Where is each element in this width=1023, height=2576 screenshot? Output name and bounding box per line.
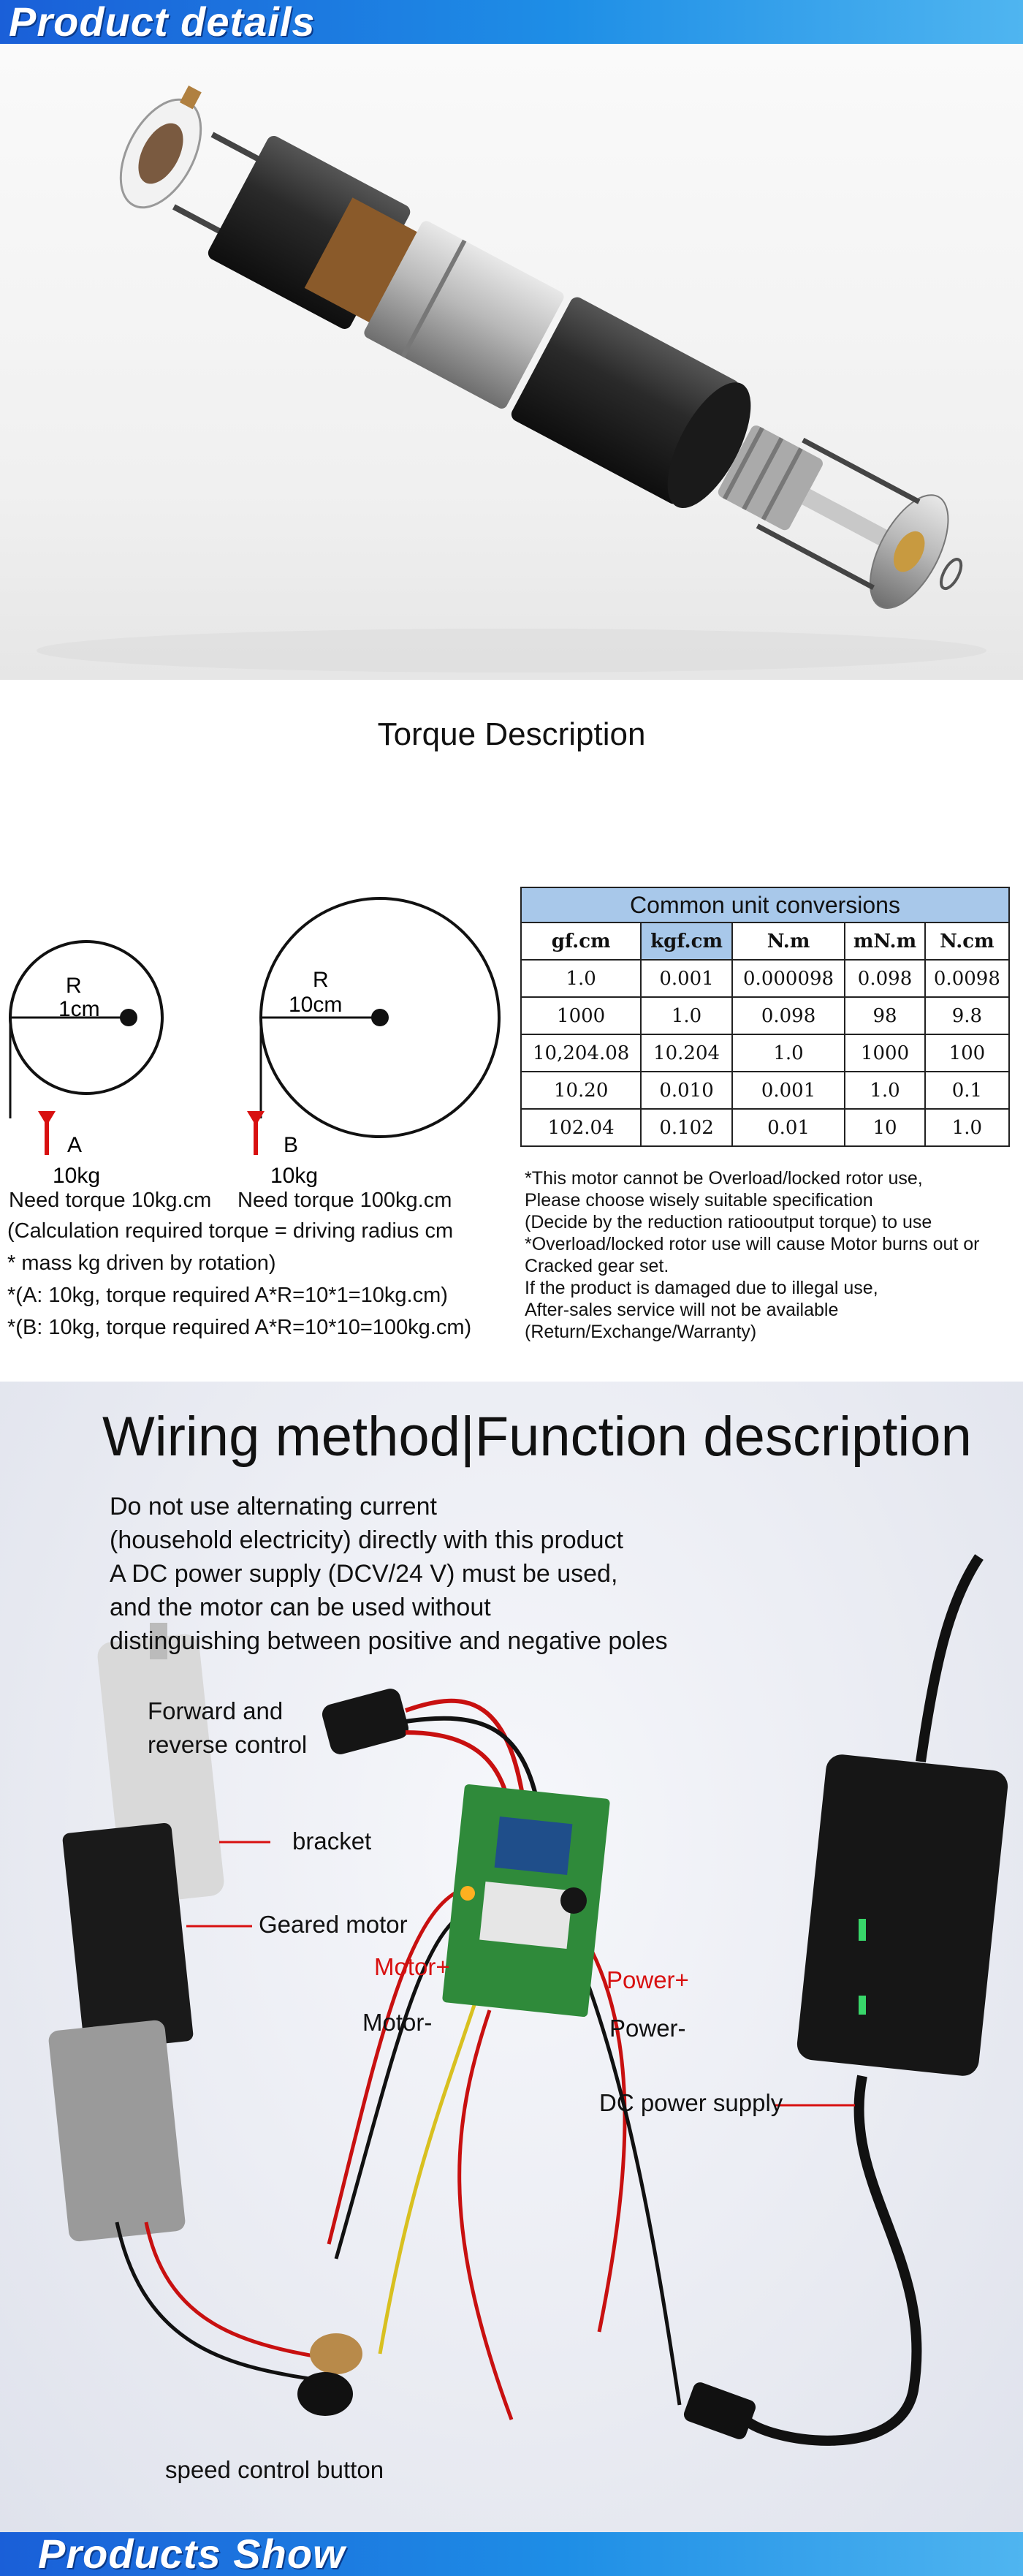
table-cell: 1.0 <box>521 960 641 997</box>
warning-line-4: *Overload/locked rotor use will cause Motor burns out or <box>525 1234 980 1254</box>
callout-motor-plus: Motor+ <box>374 1953 450 1980</box>
col-header: gf.cm <box>521 923 641 960</box>
need-torque-a: Need torque 10kg.cm <box>9 1189 212 1212</box>
callout-power-minus: Power- <box>609 2015 686 2042</box>
callout-bracket: bracket <box>292 1827 372 1855</box>
torque-diagram <box>0 884 512 1192</box>
circle-b-radius: 10cm <box>289 993 343 1017</box>
table-caption: Common unit conversions <box>521 887 1009 923</box>
product-details-banner <box>0 0 1023 44</box>
torque-circles-svg <box>0 884 512 1192</box>
intro-line-5: distinguishing between positive and negative poles <box>110 1627 668 1655</box>
intro-line-2: (household electricity) directly with this product <box>110 1526 623 1554</box>
need-torque-b: Need torque 100kg.cm <box>237 1189 452 1212</box>
col-header: kgf.cm <box>641 923 732 960</box>
table-cell: 102.04 <box>521 1109 641 1146</box>
table-cell: 0.001 <box>732 1072 845 1109</box>
table-cell: 10,204.08 <box>521 1034 641 1072</box>
table-cell: 100 <box>925 1034 1009 1072</box>
col-header: N.cm <box>925 923 1009 960</box>
table-cell: 1.0 <box>845 1072 924 1109</box>
warning-line-6: If the product is damaged due to illegal use, <box>525 1278 878 1298</box>
dc-power-adapter <box>682 1557 1009 2441</box>
callout-motor-minus: Motor- <box>362 2009 433 2036</box>
warning-line-2: Please choose wisely suitable specification <box>525 1190 873 1211</box>
warning-line-7: After-sales service will not be available <box>525 1300 839 1320</box>
col-header: N.m <box>732 923 845 960</box>
speed-control-board <box>442 1784 610 2017</box>
circle-a-radius: 1cm <box>58 997 100 1021</box>
table-cell: 1.0 <box>732 1034 845 1072</box>
table-cell: 10 <box>845 1109 924 1146</box>
table-cell: 0.098 <box>845 960 924 997</box>
banner-title: Products Show <box>38 2532 346 2576</box>
torque-note-2: * mass kg driven by rotation) <box>7 1251 276 1275</box>
table-cell: 1.0 <box>925 1109 1009 1146</box>
table-cell: 1000 <box>521 997 641 1034</box>
table-cell: 0.000098 <box>732 960 845 997</box>
table-row <box>521 997 1009 1034</box>
callout-dc-supply: DC power supply <box>599 2089 783 2116</box>
warning-line-1: *This motor cannot be Overload/locked rotor use, <box>525 1168 923 1189</box>
table-cell: 1.0 <box>641 997 732 1034</box>
table-cell: 98 <box>845 997 924 1034</box>
circle-b-r-label: R <box>313 968 329 992</box>
circle-b-weight: 10kg <box>270 1164 319 1188</box>
callout-geared-motor: Geared motor <box>259 1911 408 1938</box>
table-cell: 10.20 <box>521 1072 641 1109</box>
callout-forward-1: Forward and <box>148 1697 284 1724</box>
table-cell: 0.010 <box>641 1072 732 1109</box>
callout-power-plus: Power+ <box>606 1966 689 1993</box>
table-row <box>521 1072 1009 1109</box>
warning-line-3: (Decide by the reduction ratiooutput torque) to use <box>525 1212 932 1232</box>
circle-a-weight: 10kg <box>53 1164 101 1188</box>
table-cell: 0.1 <box>925 1072 1009 1109</box>
wiring-title: Wiring method|Function description <box>102 1406 972 1468</box>
table-cell: 1000 <box>845 1034 924 1072</box>
circle-b-point: B <box>284 1133 299 1157</box>
torque-note-1: (Calculation required torque = driving radius cm <box>7 1219 454 1243</box>
torque-description-title: Torque Description <box>377 716 646 752</box>
unit-conversion-table <box>520 887 1010 1147</box>
table-cell: 0.01 <box>732 1109 845 1146</box>
intro-line-4: and the motor can be used without <box>110 1594 491 1621</box>
intro-line-3: A DC power supply (DCV/24 V) must be used, <box>110 1560 618 1588</box>
intro-line-1: Do not use alternating current <box>110 1493 437 1520</box>
wiring-section <box>0 1382 1023 2532</box>
torque-note-4: *(B: 10kg, torque required A*R=10*10=100kg.cm) <box>7 1316 472 1339</box>
callout-speed-button: speed control button <box>165 2456 384 2483</box>
table-cell: 0.102 <box>641 1109 732 1146</box>
circle-a-point: A <box>67 1133 83 1157</box>
table-header-row <box>521 923 1009 960</box>
banner-title: Product details <box>9 0 316 44</box>
motor-exploded-illustration <box>0 44 1023 680</box>
table-row <box>521 1109 1009 1146</box>
callout-forward-2: reverse control <box>148 1731 308 1758</box>
warning-line-8: (Return/Exchange/Warranty) <box>525 1322 757 1342</box>
motor-exploded-image <box>0 44 1023 680</box>
table-cell: 9.8 <box>925 997 1009 1034</box>
products-show-banner <box>0 2532 1023 2576</box>
table-cell: 0.0098 <box>925 960 1009 997</box>
table-cell: 0.098 <box>732 997 845 1034</box>
circle-a-r-label: R <box>66 974 82 998</box>
col-header: mN.m <box>845 923 924 960</box>
table-cell: 10.204 <box>641 1034 732 1072</box>
torque-note-3: *(A: 10kg, torque required A*R=10*1=10kg.cm) <box>7 1284 448 1307</box>
forward-reverse-switch <box>320 1686 411 1757</box>
speed-control-knob <box>297 2333 362 2416</box>
table-row <box>521 1034 1009 1072</box>
warning-line-5: Cracked gear set. <box>525 1256 669 1276</box>
table-cell: 0.001 <box>641 960 732 997</box>
table-row <box>521 960 1009 997</box>
